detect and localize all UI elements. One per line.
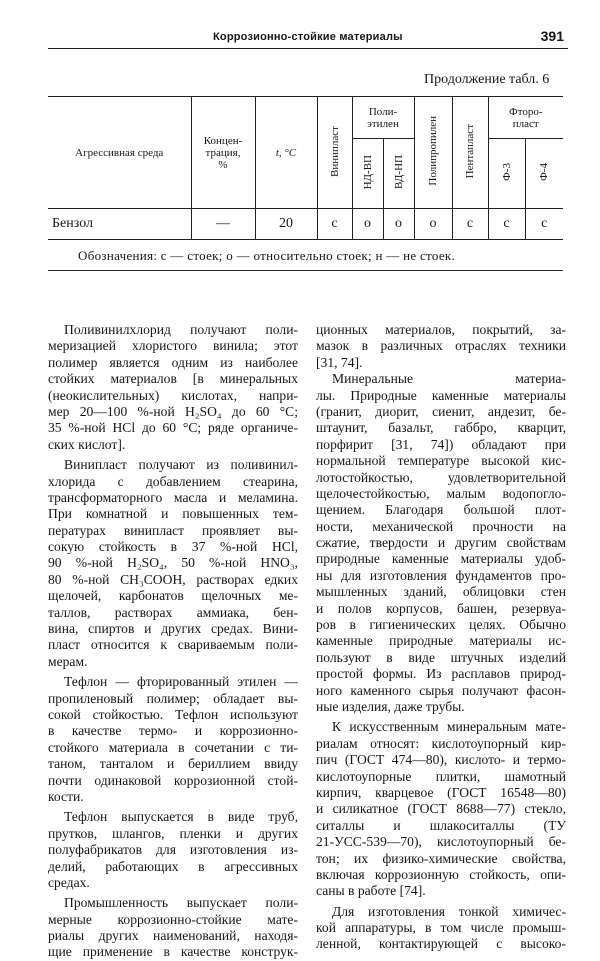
col-header-temperature: t, °С <box>255 97 317 209</box>
text-line: пич (ГОСТ 474—80), кислото- и термо- <box>316 752 566 768</box>
text-line: делий, работающих в агрессивных <box>48 858 298 874</box>
text-line: ционных материалов, покрытий, за- <box>316 322 566 337</box>
text-line: щелочестойкостью, малым водопогло- <box>316 485 566 501</box>
text-line: ны для изготовления фундаментов про- <box>316 567 566 583</box>
page-number: 391 <box>540 28 564 44</box>
text-line: штаунит, базальт, габбро, кварцит, <box>316 420 566 436</box>
col-header-polyethylene: Поли- этилен <box>352 97 414 139</box>
text-line: К искусственным минеральным мате- <box>332 719 566 735</box>
text-line: меризацией хлористого винила; этот <box>48 338 298 354</box>
text-line: пользуют в виде штучных изделий <box>316 649 566 665</box>
table-caption: Продолжение табл. 6 <box>424 72 550 87</box>
text-line: Промышленность выпускает поли- <box>64 895 298 911</box>
legend-rule <box>48 270 563 271</box>
text-line: лы. Природные каменные материалы <box>316 387 566 403</box>
text-line: При комнатной и повышенных тем- <box>48 506 298 522</box>
text-line: 21-УСС-539—70), кислотоупорный бе- <box>316 834 566 850</box>
text-line: риалам относят: кислотоупорный кир- <box>316 735 566 751</box>
resistance-table <box>48 96 563 240</box>
text-line: ности, механической прочности на <box>316 518 566 534</box>
cell-nd-vp: о <box>352 209 383 240</box>
text-line: пропиленовый полимер; обладает вы- <box>48 690 298 706</box>
text-line: Тефлон выпускается в виде труб, <box>64 809 298 825</box>
table-legend: Обозначения: с — стоек; о — относительно стоек; н — не стоек. <box>78 248 456 263</box>
text-line: стойких материалов [в минеральных <box>48 371 298 387</box>
cell-viniplast: с <box>317 209 352 240</box>
text-line: трансформаторного масла и меламина. <box>48 489 298 505</box>
text-line: ного каменного сырья получают фасон- <box>316 682 566 698</box>
cell-f4: с <box>525 209 563 240</box>
cell-f3: с <box>488 209 525 240</box>
text-line: порфирит [31, 74]) обладают при <box>316 436 566 452</box>
text-line: таном, танталом и бериллием ввиду <box>48 756 298 772</box>
text-line: щением. Благодаря большой плот- <box>316 502 566 518</box>
text-line: простой формы. Из расплавов природ- <box>316 666 566 682</box>
text-line: (неокислительных) кислотах, напри- <box>48 387 298 403</box>
text-line: кислотоупорные плитки, шамотный <box>316 768 566 784</box>
text-line: 80 %-ной CH₃COOH, растворах едких <box>48 571 298 587</box>
cell-polypropylene: о <box>414 209 452 240</box>
cell-concentration: — <box>191 209 255 240</box>
col-header-fluoroplast: Фторо- пласт <box>488 97 563 139</box>
col-header-vd-np: ВД-НП <box>383 139 414 209</box>
text-line: прутков, шлангов, пленки и других <box>48 825 298 841</box>
text-line: ров в гигиенических целях. Обычно <box>316 617 566 633</box>
text-line: стойкого материала в сочетании с ти- <box>48 739 298 755</box>
right-text-column <box>316 322 566 953</box>
text-line: (гранит, диорит, сиенит, андезит, бе- <box>316 403 566 419</box>
text-line: мер 20—100 %-ной H₂SO₄ до 60 °С; <box>48 403 298 419</box>
text-line: мерные коррозионно-стойкие мате- <box>48 911 298 927</box>
text-line: пературах винипласт проявляет вы- <box>48 522 298 538</box>
text-line: саны в работе [74]. <box>316 883 426 899</box>
col-header-f3: Ф-3 <box>488 139 525 209</box>
text-line: кирпич, кварцевое (ГОСТ 16548—80) <box>316 784 566 800</box>
table-row <box>48 209 563 240</box>
col-header-nd-vp: НД-ВП <box>352 139 383 209</box>
text-line: сжатие, твердости и другим свойствам <box>316 535 566 551</box>
text-line: Тефлон — фторированный этилен — <box>64 674 298 690</box>
text-line: и полов корпусов, башен, резервуа- <box>316 600 566 616</box>
text-line: мазок в различных отраслях техники <box>316 338 566 354</box>
col-header-viniplast: Винипласт <box>317 97 352 209</box>
text-line: ситаллы и шлакоситаллы (ТУ <box>316 817 566 833</box>
text-line: Винипласт получают из поливинил- <box>64 457 298 473</box>
text-line: 90 %-ной H₂SO₄, 50 %-ной HNO₃, <box>48 555 298 571</box>
cell-pentaplast: с <box>452 209 488 240</box>
text-line: пласт относится к свариваемым поли- <box>48 637 298 653</box>
text-line: [31, 74]. <box>316 354 363 370</box>
cell-temperature: 20 <box>255 209 317 240</box>
text-line: полимер является одним из наиболее <box>48 354 298 370</box>
text-line: кости. <box>48 788 84 804</box>
text-line: ских кислот]. <box>48 436 126 452</box>
text-line: щие применение в качестве конструк- <box>48 944 298 960</box>
col-header-polypropylene: Полипропилен <box>414 97 452 209</box>
col-header-medium: Агрессивная среда <box>48 97 191 209</box>
text-line: сокой стойкостью. Тефлон используют <box>48 706 298 722</box>
col-header-f4: Ф-4 <box>525 139 563 209</box>
header-rule <box>48 48 568 49</box>
cell-vd-np: о <box>383 209 414 240</box>
text-line: лотостойкостью, удовлетворительной <box>316 469 566 485</box>
text-line: средах. <box>48 874 90 890</box>
text-line: Минеральные материа- <box>332 371 566 387</box>
left-text-column <box>48 322 298 961</box>
running-title: Коррозионно-стойкие материалы <box>213 31 403 43</box>
text-line: полуфабрикатов для изготовления из- <box>48 842 298 858</box>
col-header-pentaplast: Пентапласт <box>452 97 488 209</box>
text-line: нормальной температуре высокой кис- <box>316 453 566 469</box>
text-line: в качестве термо- и коррозионно- <box>48 723 298 739</box>
text-line: мышленных зданий, облицовки стен <box>316 584 566 600</box>
text-line: мерам. <box>48 653 88 669</box>
text-line: 35 %-ной HCl до 60 °С; ряде органиче- <box>48 420 298 436</box>
text-line: хлорида с добавлением стеарина, <box>48 473 298 489</box>
text-line: и силикатное (ГОСТ 8688—77) стекло, <box>316 801 566 817</box>
text-line: ные изделия, даже трубы. <box>316 698 465 714</box>
text-line: почти одинаковой коррозионной стой- <box>48 772 298 788</box>
text-line: таллов, растворах аммиака, бен- <box>48 604 298 620</box>
text-line: риалы других наименований, находя- <box>48 928 298 944</box>
col-header-concentration: Концен- трация, % <box>191 97 255 209</box>
cell-medium: Бензол <box>48 209 191 240</box>
running-header <box>48 28 568 50</box>
text-line: Поливинилхлорид получают поли- <box>64 322 298 337</box>
text-line: Для изготовления тонкой химичес- <box>332 903 566 919</box>
text-line: вина, спиртов и других средах. Вини- <box>48 621 298 637</box>
text-line: сокую стойкость в 37 %-ной HCl, <box>48 539 298 555</box>
text-line: включая коррозионную стойкость, опи- <box>316 866 566 882</box>
text-line: щелочей, карбонатов щелочных ме- <box>48 588 298 604</box>
text-line: природные каменные материалы удоб- <box>316 551 566 567</box>
text-line: ленной, контактирующей с высоко- <box>316 936 566 952</box>
text-line: тон; их физико-химические свойства, <box>316 850 566 866</box>
text-line: каменные природные материалы ис- <box>316 633 566 649</box>
text-line: кой аппаратуры, в том числе промыш- <box>316 920 566 936</box>
